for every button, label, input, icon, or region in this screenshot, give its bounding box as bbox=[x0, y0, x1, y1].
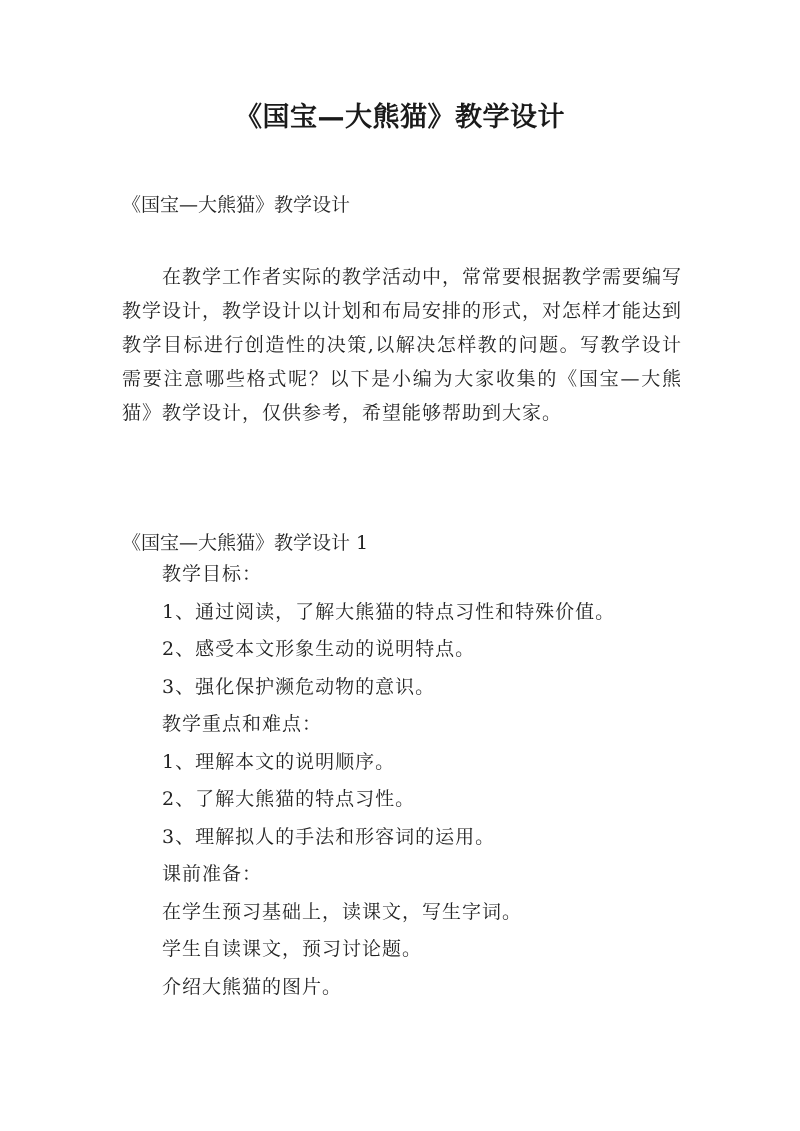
page-title: 《国宝—大熊猫》教学设计 bbox=[235, 102, 565, 133]
lesson-content-list bbox=[162, 560, 682, 1002]
list-item: 2、了解大熊猫的特点习性。 bbox=[162, 788, 416, 810]
list-item: 介绍大熊猫的图片。 bbox=[162, 975, 343, 998]
list-item: 2、感受本文形象生动的说明特点。 bbox=[162, 638, 476, 660]
list-item: 1、理解本文的说明顺序。 bbox=[162, 750, 396, 773]
document-subtitle: 《国宝—大熊猫》教学设计 bbox=[122, 194, 351, 216]
section-label-preparation: 课前准备： bbox=[162, 863, 263, 885]
intro-paragraph: 在教学工作者实际的教学活动中，常常要根据教学需要编写教学设计，教学设计以计划和布局安排的形式，对怎样才能达到教学目标进行创造性的决策,以解决怎样教的问题。写教学设计需要注意哪些格式呢？以下是小编为大家收集的《国宝—大熊猫》教学设计，仅供参考，希望能够帮助到大家。 bbox=[122, 266, 683, 424]
section-heading: 《国宝—大熊猫》教学设计 1 bbox=[122, 532, 369, 554]
list-item: 学生自读课文，预习讨论题。 bbox=[162, 938, 423, 960]
list-item: 3、理解拟人的手法和形容词的运用。 bbox=[162, 825, 496, 848]
lesson-section bbox=[122, 528, 682, 1010]
section-label-objectives: 教学目标： bbox=[162, 563, 263, 585]
list-item: 1、通过阅读，了解大熊猫的特点习性和特殊价值。 bbox=[162, 600, 616, 623]
list-item: 在学生预习基础上，读课文，写生字词。 bbox=[162, 900, 523, 923]
list-item: 3、强化保护濒危动物的意识。 bbox=[162, 675, 436, 698]
section-label-key-points: 教学重点和难点： bbox=[162, 713, 323, 735]
